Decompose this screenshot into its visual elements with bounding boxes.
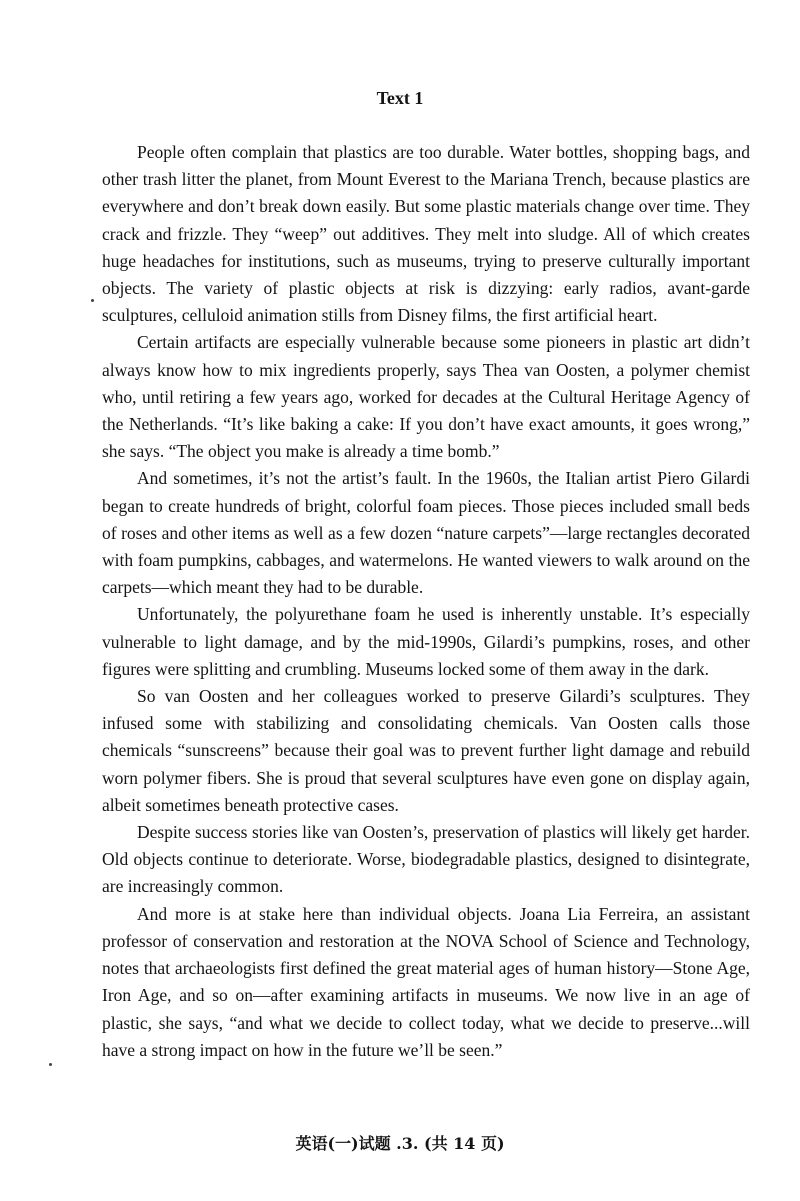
paragraph-1: People often complain that plastics are too durable. Water bottles, shopping bags, and other trash litter the planet, from Mount Everest to the Mariana Trench, because plastics are everywhere and don’t break down easily. But some plastic materials change over time. They crack and frizzle. They “weep” out additives. They melt into sludge. All of which creates huge headaches for institutions, such as museums, trying to preserve culturally important objects. The variety of plastic objects at risk is dizzying: early radios, avant-garde sculptures, celluloid animation stills from Disney films, the first artificial heart. xyxy=(102,142,750,326)
paragraph-2: Certain artifacts are especially vulnerable because some pioneers in plastic art didn’t always know how to mix ingredients properly, says Thea van Oosten, a polymer chemist who, until retiring a few years ago, worked for decades at the Cultural Heritage Agency of the Netherlands. “It’s like baking a cake: If you don’t have exact amounts, it goes wrong,” she says. “The object you make is already a time bomb.” xyxy=(102,332,750,462)
scan-speck xyxy=(49,1063,52,1066)
paragraph-4: Unfortunately, the polyurethane foam he used is inherently unstable. It’s especially vulnerable to light damage, and by the mid-1990s, Gilardi’s pumpkins, roses, and other figures were splitting and crumbling. Museums locked some of them away in the dark. xyxy=(102,604,750,679)
paragraph-7: And more is at stake here than individual objects. Joana Lia Ferreira, an assistant professor of conservation and restoration at the NOVA School of Science and Technology, notes that archaeologists first defined the great material ages of human history—Stone Age, Iron Age, and so on—after examining artifacts in museums. We now live in an age of plastic, she says, “and what we decide to collect today, what we decide to preserve...will have a strong impact on how in the future we’ll be seen.” xyxy=(102,903,750,1060)
page-footer: 英语(一)试题 .3. (共 14 页) xyxy=(295,1134,505,1153)
text-title: Text 1 xyxy=(376,88,424,108)
paragraph-6: Despite success stories like van Oosten’s, preservation of plastics will likely get harder. Old objects continue to deteriorate. Worse, biodegradable plastics, designed to disintegrate, are increasingly common. xyxy=(102,822,750,897)
paragraph-5: So van Oosten and her colleagues worked to preserve Gilardi’s sculptures. They infused some with stabilizing and consolidating chemicals. Van Oosten calls those chemicals “sunscreens” because their goal was to prevent further light damage and rebuild worn polymer fibers. She is proud that several sculptures have even gone on display again, albeit sometimes beneath protective cases. xyxy=(102,686,750,815)
passage-body xyxy=(102,139,750,1064)
scan-speck xyxy=(91,299,94,302)
paragraph-3: And sometimes, it’s not the artist’s fault. In the 1960s, the Italian artist Piero Gilardi began to create hundreds of bright, colorful foam pieces. Those pieces included small beds of roses and other items as well as a few dozen “nature carpets”—large rectangles decorated with foam pumpkins, cabbages, and watermelons. He wanted viewers to walk around on the carpets—which meant they had to be durable. xyxy=(102,468,750,598)
